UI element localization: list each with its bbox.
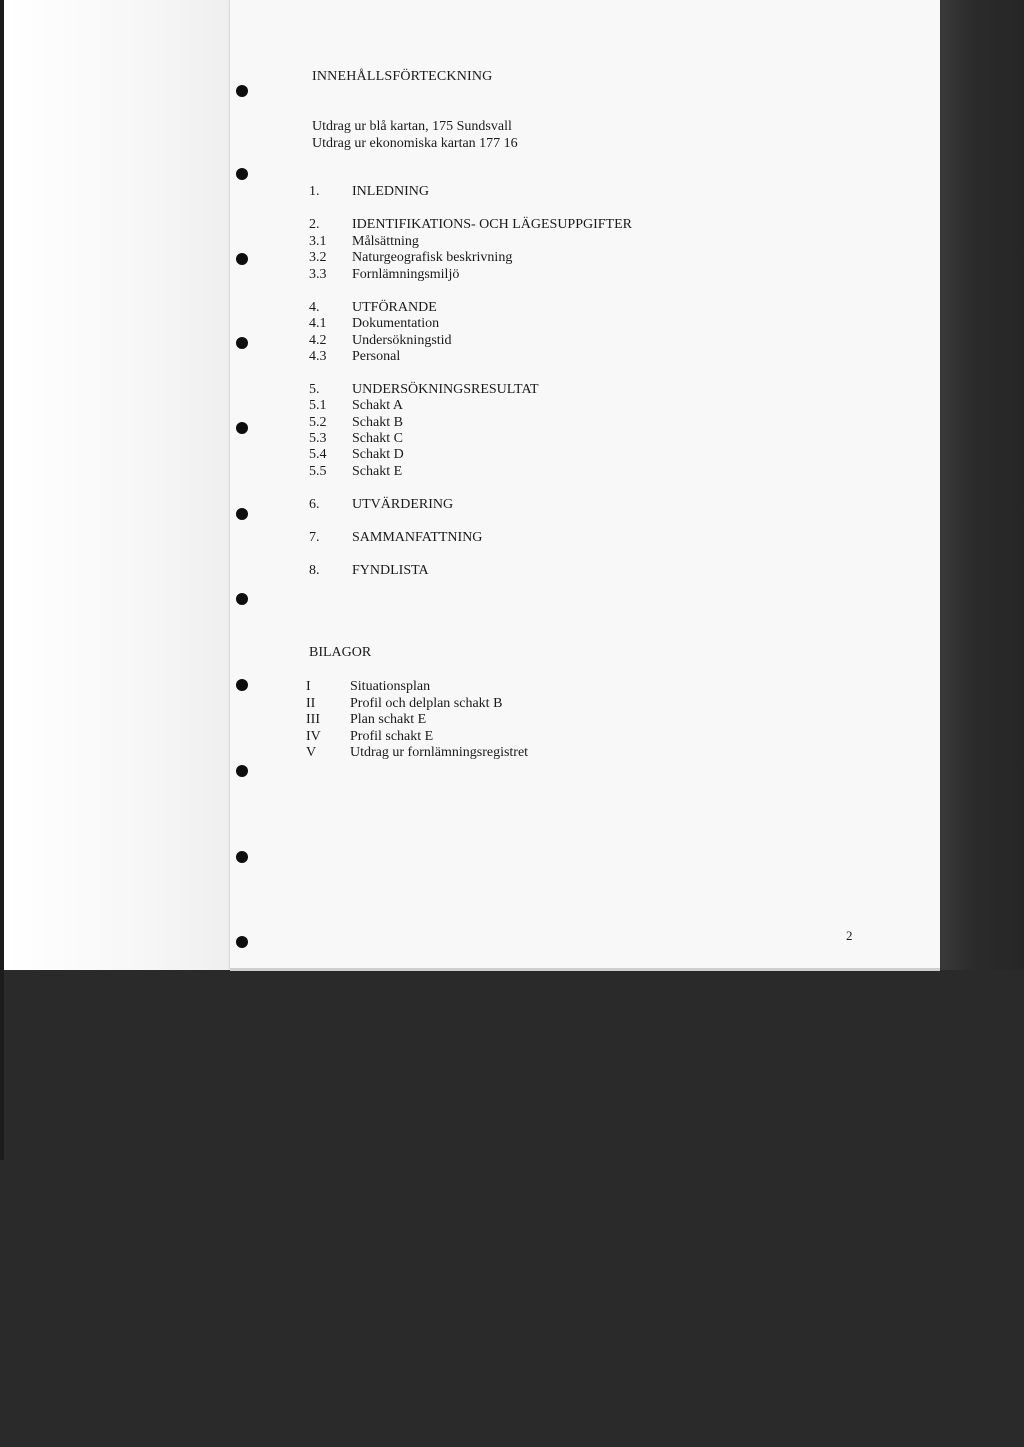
toc-number: 5.5: [309, 464, 327, 479]
toc-number: 6.: [309, 497, 320, 512]
toc-entry: Naturgeografisk beskrivning: [352, 250, 513, 265]
toc-entry-fyndlista: FYNDLISTA: [352, 563, 429, 578]
toc-number: 5.3: [309, 431, 327, 446]
toc-entry: Schakt C: [352, 431, 403, 446]
toc-number: 4.3: [309, 349, 327, 364]
toc-entry: Målsättning: [352, 234, 419, 249]
toc-entry: Undersökningstid: [352, 333, 452, 348]
toc-number: 3.1: [309, 234, 327, 249]
punch-hole: [236, 422, 248, 434]
punch-hole: [236, 936, 248, 948]
scanner-background-bottom: [0, 970, 1024, 1447]
toc-entry-utforande: UTFÖRANDE: [352, 300, 437, 315]
appendix-number: I: [306, 679, 311, 694]
punch-hole: [236, 679, 248, 691]
appendix-number: II: [306, 696, 316, 711]
scanner-background-left: [4, 0, 230, 970]
appendix-number: III: [306, 712, 320, 727]
scanner-edge-strip: [0, 0, 4, 1160]
toc-entry: Personal: [352, 349, 401, 364]
toc-number: 3.3: [309, 267, 327, 282]
appendix-number: V: [306, 745, 317, 760]
punch-hole: [236, 508, 248, 520]
toc-number: 3.2: [309, 250, 327, 265]
appendix-number: IV: [306, 729, 321, 744]
toc-number: 5.2: [309, 415, 327, 430]
appendix-entry: Plan schakt E: [350, 712, 427, 727]
appendix-entry: Profil schakt E: [350, 729, 434, 744]
toc-number: 4.: [309, 300, 320, 315]
page-title: INNEHÅLLSFÖRTECKNING: [312, 69, 493, 84]
toc-number: 2.: [309, 217, 320, 232]
toc-entry: Schakt A: [352, 398, 403, 413]
punch-hole: [236, 765, 248, 777]
toc-entry-undersokningsresultat: UNDERSÖKNINGSRESULTAT: [352, 382, 539, 397]
appendix-heading: BILAGOR: [309, 645, 372, 660]
toc-entry: Schakt D: [352, 447, 404, 462]
appendix-entry: Utdrag ur fornlämningsregistret: [350, 745, 529, 760]
toc-number: 5.: [309, 382, 320, 397]
map-extract-line: Utdrag ur ekonomiska kartan 177 16: [312, 136, 518, 151]
punch-hole: [236, 593, 248, 605]
punch-hole: [236, 168, 248, 180]
appendix-entry: Situationsplan: [350, 679, 431, 694]
punch-hole: [236, 85, 248, 97]
toc-number: 1.: [309, 184, 320, 199]
toc-number: 8.: [309, 563, 320, 578]
toc-entry: Schakt B: [352, 415, 403, 430]
toc-entry-utvardering: UTVÄRDERING: [352, 497, 454, 512]
appendix-entry: Profil och delplan schakt B: [350, 696, 503, 711]
page-number: 2: [846, 928, 853, 943]
toc-number: 5.4: [309, 447, 327, 462]
toc-number: 7.: [309, 530, 320, 545]
page-bottom-edge: [230, 968, 940, 971]
toc-number: 4.2: [309, 333, 327, 348]
toc-entry-identifikation: IDENTIFIKATIONS- OCH LÄGESUPPGIFTER: [352, 217, 632, 232]
punch-hole: [236, 851, 248, 863]
punch-hole: [236, 337, 248, 349]
toc-entry: Fornlämningsmiljö: [352, 267, 460, 282]
toc-entry: Dokumentation: [352, 316, 440, 331]
toc-entry-sammanfattning: SAMMANFATTNING: [352, 530, 483, 545]
map-extract-line: Utdrag ur blå kartan, 175 Sundsvall: [312, 119, 512, 134]
toc-entry: Schakt E: [352, 464, 403, 479]
punch-hole: [236, 253, 248, 265]
toc-entry-inledning: INLEDNING: [352, 184, 429, 199]
toc-number: 5.1: [309, 398, 327, 413]
toc-number: 4.1: [309, 316, 327, 331]
